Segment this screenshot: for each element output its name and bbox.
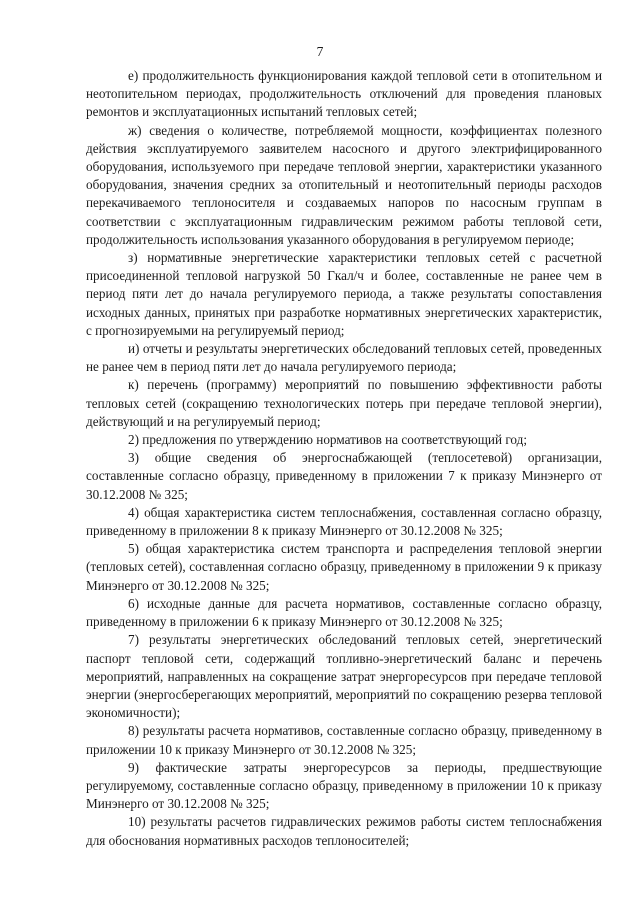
paragraph-2: 2) предложения по утверждению нормативов на соответствующий год; [128,432,527,448]
page-number: 7 [316,44,324,59]
paragraph-9: 9) фактические затраты энергоресурсов за периоды, предшествующие регулируемому, составленные согласно образцу, приведенному в приложении 10 к приказу Минэнерго от 30.12.2008 № 325; [86,759,602,812]
paragraph-8: 8) результаты расчета нормативов, составленные согласно образцу, приведенному в приложении 10 к приказу Минэнерго от 30.12.2008 № 325; [86,723,602,757]
paragraph-3: 3) общие сведения об энергоснабжающей (теплосетевой) организации, составленные согласно образцу, приведенному в приложении 7 к приказу Минэнерго от 30.12.2008 № 325; [86,450,602,502]
paragraph-4: 4) общая характеристика систем теплоснабжения, составленная согласно образцу, приведенному в приложении 8 к приказу Минэнерго от 30.12.2008 № 325; [86,504,602,539]
body-text [86,67,602,850]
paragraph-e: е) продолжительность функционирования каждой тепловой сети в отопительном и неотопительном периодах, продолжительность отключений для проведения плановых ремонтов и эксплуатационных испытаний тепловых сетей; [86,68,602,120]
paragraph-7: 7) результаты энергетических обследований тепловых сетей, энергетический паспорт тепловой сети, содержащий топливно-энергетический баланс и перечень мероприятий, направленных на сокращение затрат энергоресурсов при передаче тепловой энергии (энергосберегающих мероприятий, мероприятий по сокращению резерва тепловой экономичности); [86,632,602,721]
paragraph-k: к) перечень (программу) мероприятий по повышению эффективности работы тепловых сетей (сокращению технологических потерь при передаче тепловой энергии), действующий и на регулируемый период; [86,377,602,429]
paragraph-6: 6) исходные данные для расчета нормативов, составленные согласно образцу, приведенному в приложении 6 к приказу Минэнерго от 30.12.2008 № 325; [86,595,602,630]
paragraph-zh: ж) сведения о количестве, потребляемой мощности, коэффициентах полезного действия эксплуатируемого заявителем насосного и другого электрифицированного оборудования, используемого при передаче тепловой энергии, характеристики указанного оборудования, значения средних за отопительный и неотопительный периоды расходов перекачиваемого теплоносителя и создаваемых напоров по насосным группам в соответствии с эксплуатационным гидравлическим режимом работы тепловой сети, продолжительность использования указанного оборудования в регулируемом периоде; [86,122,602,247]
paragraph-i: и) отчеты и результаты энергетических обследований тепловых сетей, проведенных не ранее чем в период пяти лет до начала регулируемого периода; [86,341,602,375]
paragraph-z: з) нормативные энергетические характеристики тепловых сетей с расчетной присоединенной тепловой нагрузкой 50 Гкал/ч и более, составленные не ранее чем в период пяти лет до начала регулируемого периода, а также результаты сопоставления исходных данных, принятых при разработке нормативных энергетических характеристик, с прогнозируемыми на регулируемый период; [86,250,602,338]
paragraph-5: 5) общая характеристика систем транспорта и распределения тепловой энергии (тепловых сетей), составленная согласно образцу, приведенному в приложении 9 к приказу Минэнерго от 30.12.2008 № 325; [86,541,602,593]
paragraph-10: 10) результаты расчетов гидравлических режимов работы систем теплоснабжения для обоснования нормативных расходов теплоносителей; [86,814,602,848]
